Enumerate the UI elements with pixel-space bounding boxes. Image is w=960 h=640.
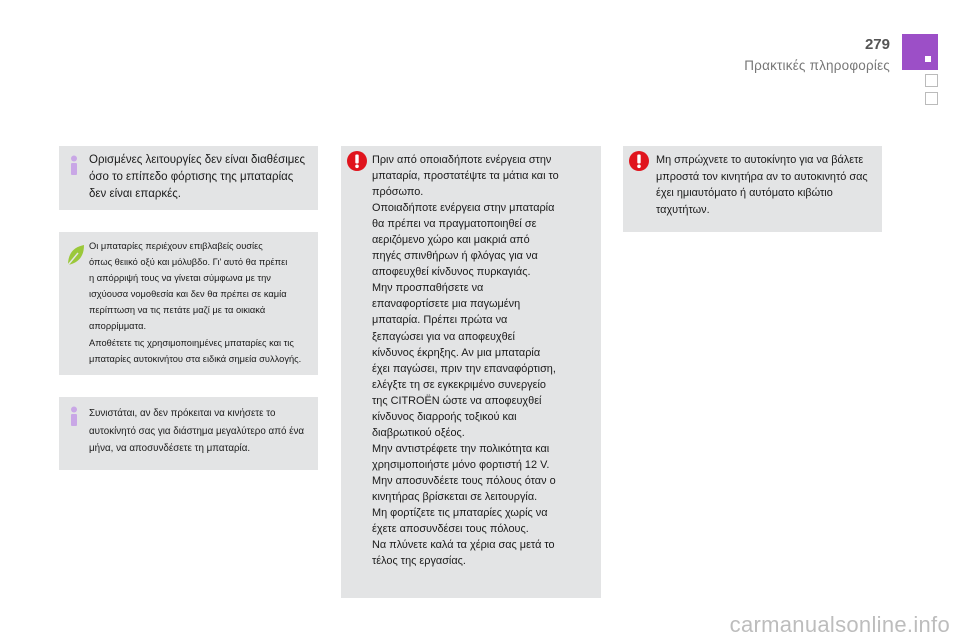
page-number: 279 [864, 36, 890, 53]
note-line: αποφευχθεί κίνδυνος πυρκαγιάς. [372, 266, 531, 279]
note-line: η απόρριψή τους να γίνεται σύμφωνα με την [89, 273, 271, 284]
note-line: Μην αποσυνδέετε τους πόλους όταν ο [372, 474, 556, 487]
note-line: Μην προσπαθήσετε να [372, 282, 484, 295]
note-line: Οι μπαταρίες περιέχουν επιβλαβείς ουσίες [89, 241, 263, 251]
chapter-tab-empty-1 [925, 74, 938, 87]
note-line: πρόσωπο. [372, 186, 424, 199]
note-text: Μη σπρώχνετε το αυτοκίνητο για να βάλετε μπροστά τον κινητήρα αν το αυτοκινητό σας έχει ημιαυτόματο ή αυτόματο κιβώτιο ταχυτήτων. [656, 154, 868, 216]
info-note-disconnect [59, 397, 318, 470]
warning-note-safety [341, 146, 601, 598]
note-text: Συνιστάται, αν δεν πρόκειται να κινήσετε το αυτοκίνητό σας για διάστημα μεγαλύτερο από ένα μήνα, να αποσυνδέσετε τη μπαταρία. [89, 408, 305, 454]
note-line: Μην αντιστρέφετε την πολικότητα και [372, 442, 550, 455]
note-line: έχει παγώσει, πριν την επαναφόρτιση, [372, 362, 556, 375]
watermark: carmanualsonline.info [729, 612, 950, 637]
section-title: Πρακτικές πληροφορίες [744, 58, 890, 73]
note-line: κινητήρας βρίσκεται σε λειτουργία. [372, 490, 538, 503]
info-icon [66, 406, 82, 426]
note-line: έχετε αποσυνδέσει τους πόλους. [372, 523, 529, 536]
info-icon [66, 155, 82, 175]
note-line: μπαταρίες αυτοκινήτου στα ειδικά σημεία συλλογής. [89, 353, 302, 364]
note-line: διαβρωτικού οξέος. [372, 426, 465, 439]
note-line: θα πρέπει να πραγματοποιηθεί σε [372, 218, 537, 231]
note-line: Οποιαδήποτε ενέργεια στην μπαταρία [372, 202, 555, 215]
note-line: απορρίμματα. [89, 321, 147, 332]
note-line: μπαταρία, προστατέψτε τα μάτια και το [372, 170, 559, 183]
note-line: Πριν από οποιαδήποτε ενέργεια στην [372, 154, 552, 166]
note-line: ελέγξτε τη σε εγκεκριμένο συνεργείο [372, 378, 546, 391]
note-line: ξεπαγώσει για να αποφευχθεί [372, 330, 515, 343]
warning-note-push-start [623, 146, 882, 232]
note-line: επαναφορτίσετε μια παγωμένη [372, 298, 521, 311]
note-line: Αποθέτετε τις χρησιμοποιημένες μπαταρίες και τις [89, 337, 294, 348]
chapter-tab-empty-2 [925, 92, 938, 105]
note-text: Ορισμένες λειτουργίες δεν είναι διαθέσιμες όσο το επίπεδο φόρτισης της μπαταρίας δεν είναι επαρκές. [89, 154, 306, 200]
leaf-icon [64, 243, 86, 267]
note-text [372, 152, 598, 569]
note-line: χρησιμοποιήστε μόνο φορτιστή 12 V. [372, 458, 550, 471]
note-line: περίπτωση να τις πετάτε μαζί με τα οικιακά [89, 305, 266, 316]
note-line: μπαταρία. Πρέπει πρώτα να [372, 314, 508, 327]
note-line: ισχύουσα νομοθεσία και δεν θα πρέπει σε καμία [89, 289, 287, 300]
note-line: Να πλύνετε καλά τα χέρια σας μετά το [372, 539, 555, 552]
chapter-tab [902, 34, 938, 70]
note-line: κίνδυνος έκρηξης. Αν μια μπαταρία [372, 346, 541, 359]
note-text [89, 238, 315, 367]
note-line: αεριζόμενο χώρο και μακριά από [372, 234, 530, 247]
eco-note-disposal [59, 232, 318, 375]
note-line: τέλος της εργασίας. [372, 555, 466, 568]
note-line: Μη φορτίζετε τις μπαταρίες χωρίς να [372, 507, 548, 520]
warning-icon [629, 151, 649, 171]
note-line: πηγές σπινθήρων ή φλόγας για να [372, 250, 538, 263]
warning-icon [347, 151, 367, 171]
info-note-low-charge [59, 146, 318, 210]
note-line: κίνδυνος διαρροής τοξικού και [372, 410, 517, 423]
note-line: της CITROËN ώστε να αποφευχθεί [372, 394, 542, 407]
note-line: όπως θειικό οξύ και μόλυβδο. Γι' αυτό θα πρέπει [89, 257, 288, 268]
tab-marker [925, 56, 931, 62]
